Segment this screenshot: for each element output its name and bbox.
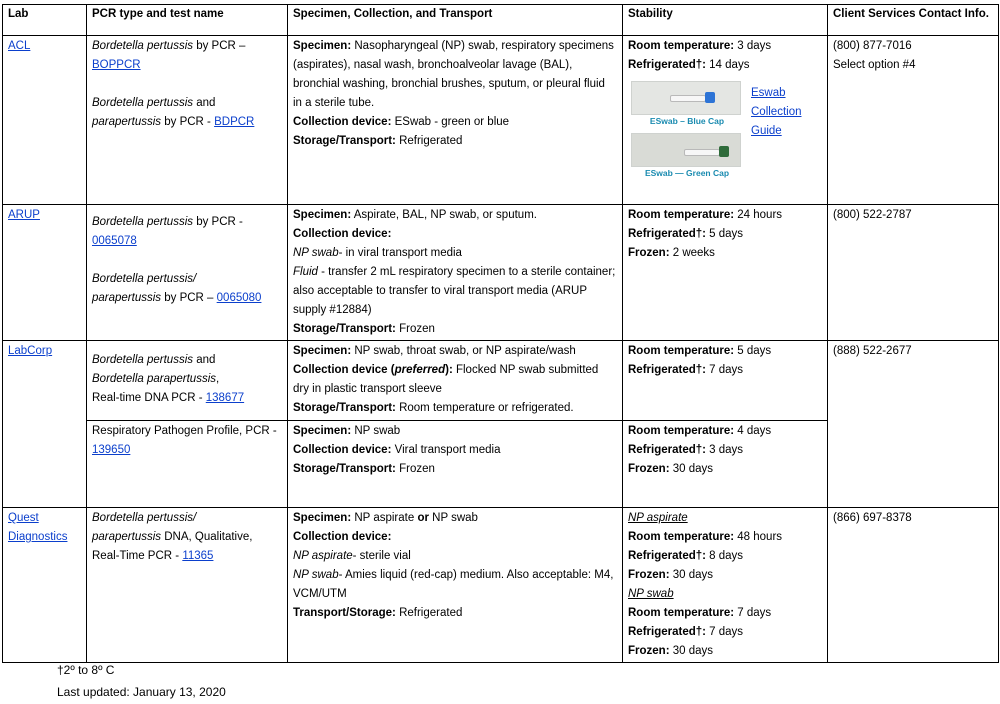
pcr-cell-labcorp-1: Bordetella pertussis and Bordetella parapertussis, Real-time DNA PCR - 138677	[87, 341, 288, 421]
eswab-green-cap-image	[631, 133, 741, 167]
contact-phone-quest: (866) 697-8378	[833, 512, 912, 524]
header-specimen: Specimen, Collection, and Transport	[288, 5, 623, 36]
pcr-cell-labcorp-2: Respiratory Pathogen Profile, PCR - 139650	[87, 421, 288, 508]
eswab-images: ESwab – Blue Cap ESwab — Green Cap Eswab Collection Guide	[628, 81, 822, 185]
test-link-0065080[interactable]: 0065080	[216, 292, 262, 304]
lab-cell-arup	[3, 205, 87, 341]
test-link-boppcr[interactable]: BOPPCR	[92, 59, 141, 71]
header-pcr-type: PCR type and test name	[87, 5, 288, 36]
specimen-cell-labcorp-1: Specimen: NP swab, throat swab, or NP aspirate/wash Collection device (preferred): Flocked NP swab submitted dry in plastic transport sleeve Storage/Transport: Room temperature or refrigerated.	[288, 341, 623, 421]
row-acl	[3, 36, 999, 205]
last-updated: Last updated: January 13, 2020	[57, 685, 226, 699]
specimen-cell-acl: Specimen: Nasopharyngeal (NP) swab, respiratory specimens (aspirates), nasal wash, bronchoalveolar lavage (BAL), bronchial washing, bronchial brushes, sputum, or pleural fluid in a sterile tube. Collection device: ESwab - green or blue Storage/Transport: Refrigerated	[288, 36, 623, 205]
contact-cell-labcorp	[828, 341, 999, 508]
contact-cell-quest	[828, 508, 999, 663]
lab-link-labcorp[interactable]: LabCorp	[8, 345, 53, 357]
test-link-bdpcr[interactable]: BDPCR	[214, 116, 255, 128]
specimen-cell-arup: Specimen: Aspirate, BAL, NP swab, or sputum. Collection device: NP swab- in viral transport media Fluid - transfer 2 mL respiratory specimen to a sterile container; also acceptable to transfer to viral transport media (ARUP supply #12884) Storage/Transport: Frozen	[288, 205, 623, 341]
contact-phone-acl: (800) 877-7016	[833, 40, 912, 52]
acl-test-2: Bordetella pertussis and parapertussis by PCR - BDPCR	[92, 97, 255, 128]
stability-cell-labcorp-2: Room temperature: 4 days Refrigerated†: 3 days Frozen: 30 days	[623, 421, 828, 508]
footnote: †2º to 8º C	[57, 663, 115, 677]
test-link-138677[interactable]: 138677	[205, 392, 245, 404]
acl-test-1: Bordetella pertussis by PCR – BOPPCR	[92, 40, 246, 71]
header-lab: Lab	[3, 5, 87, 36]
pcr-cell-quest: Bordetella pertussis/ parapertussis DNA, Qualitative, Real-Time PCR - 11365	[87, 508, 288, 663]
pcr-cell-acl	[87, 36, 288, 205]
lab-comparison-table	[2, 4, 999, 663]
eswab-blue-cap-image	[631, 81, 741, 115]
stability-cell-acl: Room temperature: 3 days Refrigerated†: 14 days ESwab – Blue Cap ESwab — Green Cap Eswab Collection Guide	[623, 36, 828, 205]
eswab-guide-link[interactable]: Eswab Collection Guide	[751, 87, 802, 137]
row-quest	[3, 508, 999, 663]
row-arup	[3, 205, 999, 341]
test-link-139650[interactable]: 139650	[92, 444, 131, 456]
stability-cell-labcorp-1: Room temperature: 5 days Refrigerated†: 7 days	[623, 341, 828, 421]
contact-cell-arup	[828, 205, 999, 341]
contact-phone-arup: (800) 522-2787	[833, 209, 912, 221]
pcr-cell-arup: Bordetella pertussis by PCR - 0065078 Bordetella pertussis/ parapertussis by PCR – 0065080	[87, 205, 288, 341]
header-row	[3, 5, 999, 36]
specimen-cell-quest: Specimen: NP aspirate or NP swab Collection device: NP aspirate- sterile vial NP swab- Amies liquid (red-cap) medium. Also acceptable: M4, VCM/UTM Transport/Storage: Refrigerated	[288, 508, 623, 663]
lab-cell-labcorp	[3, 341, 87, 508]
contact-phone-labcorp: (888) 522-2677	[833, 345, 912, 357]
contact-note-acl: Select option #4	[833, 59, 916, 71]
specimen-cell-labcorp-2: Specimen: NP swab Collection device: Viral transport media Storage/Transport: Frozen	[288, 421, 623, 508]
lab-cell-quest	[3, 508, 87, 663]
header-contact: Client Services Contact Info.	[828, 5, 999, 36]
lab-link-arup[interactable]: ARUP	[8, 209, 40, 221]
lab-link-acl[interactable]: ACL	[8, 40, 31, 52]
lab-link-quest[interactable]: Quest Diagnostics	[8, 512, 68, 543]
stability-cell-arup: Room temperature: 24 hours Refrigerated†: 5 days Frozen: 2 weeks	[623, 205, 828, 341]
header-stability: Stability	[623, 5, 828, 36]
stability-cell-quest: NP aspirate Room temperature: 48 hours Refrigerated†: 8 days Frozen: 30 days NP swab Room temperature: 7 days Refrigerated†: 7 days Frozen: 30 days	[623, 508, 828, 663]
test-link-11365[interactable]: 11365	[182, 550, 214, 562]
row-labcorp-1	[3, 341, 999, 421]
test-link-0065078[interactable]: 0065078	[92, 235, 137, 247]
contact-cell-acl	[828, 36, 999, 205]
lab-cell-acl	[3, 36, 87, 205]
